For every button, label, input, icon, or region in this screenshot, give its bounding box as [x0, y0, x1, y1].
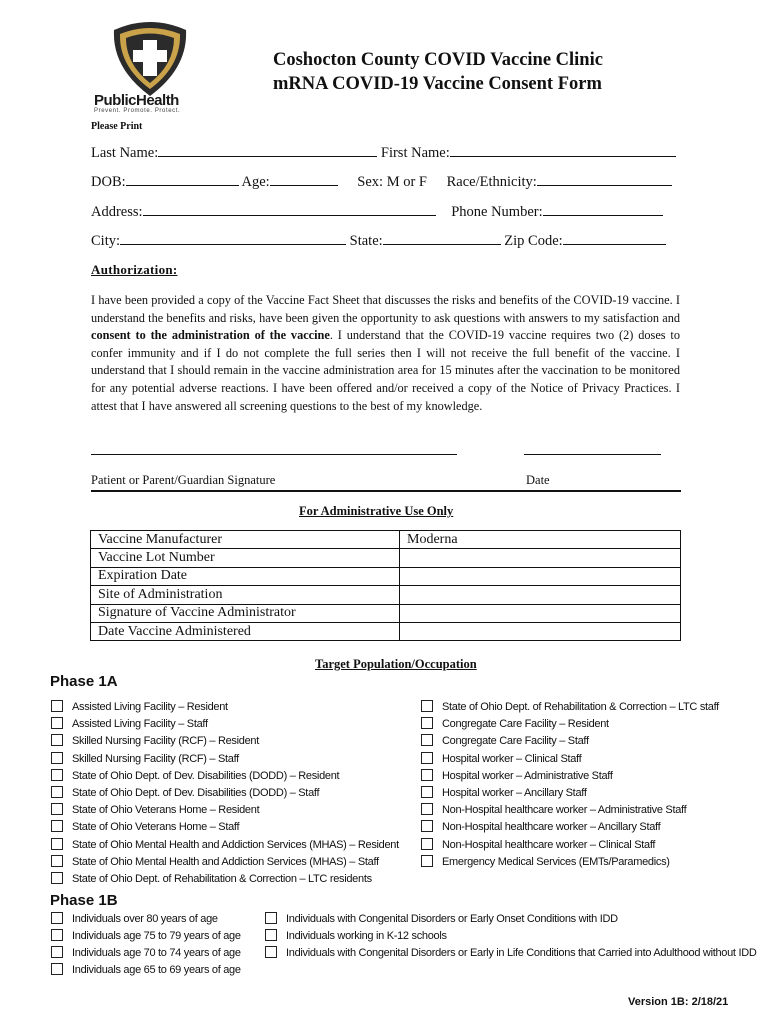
first-name-label: First Name: [380, 145, 450, 161]
authorization-text-part-1: I have been provided a copy of the Vaccine Fact Sheet that discusses the risks and benefits of the COVID-19 vaccine. I understand the benefits and risks, have been given the opportunity to ask questions with answers to my satisfaction and [91, 293, 680, 325]
checkbox-label: Congregate Care Facility – Resident [442, 718, 609, 731]
dob-field[interactable] [126, 173, 239, 186]
checkbox-option[interactable] [265, 912, 618, 925]
checkbox-label: State of Ohio Veterans Home – Staff [72, 821, 240, 834]
checkbox[interactable] [51, 872, 63, 884]
zip-field[interactable] [563, 232, 666, 245]
checkbox-label: State of Ohio Mental Health and Addiction Services (MHAS) – Resident [72, 838, 399, 851]
checkbox[interactable] [421, 700, 433, 712]
checkbox-option[interactable] [51, 838, 399, 851]
admin-row [91, 622, 681, 640]
checkbox-option[interactable] [51, 872, 372, 885]
please-print-note: Please Print [91, 121, 143, 132]
checkbox-option[interactable] [421, 752, 581, 765]
authorization-heading: Authorization: [91, 262, 178, 277]
phone-field[interactable] [543, 203, 663, 216]
checkbox[interactable] [51, 838, 63, 850]
last-name-field[interactable] [158, 144, 377, 157]
race-field[interactable] [537, 173, 672, 186]
checkbox-option[interactable] [421, 786, 587, 799]
race-label: Race/Ethnicity: [446, 174, 537, 190]
state-label: State: [349, 233, 383, 249]
form-title [273, 48, 603, 96]
admin-row-label: Vaccine Manufacturer [91, 531, 400, 549]
checkbox-label: Hospital worker – Clinical Staff [442, 752, 582, 765]
date-label: Date [526, 473, 550, 487]
checkbox-label: State of Ohio Dept. of Rehabilitation & Correction – LTC residents [72, 873, 372, 885]
checkbox[interactable] [51, 855, 63, 867]
logo-wordmark: PublicHealth [94, 92, 179, 109]
version-label: Version 1B: 2/18/21 [628, 996, 729, 1008]
checkbox-label: Non-Hospital healthcare worker – Ancillary Staff [442, 821, 661, 834]
checkbox-option[interactable] [421, 734, 589, 747]
target-population-heading: Target Population/Occupation [315, 657, 477, 671]
admin-row-label: Expiration Date [91, 567, 400, 585]
title-line-1: Coshocton County COVID Vaccine Clinic [273, 50, 603, 70]
date-line[interactable] [524, 454, 661, 455]
admin-row-label: Signature of Vaccine Administrator [91, 604, 400, 622]
checkbox-label: Non-Hospital healthcare worker – Administrative Staff [442, 804, 687, 817]
checkbox[interactable] [421, 734, 433, 746]
authorization-consent-bold: consent to the administration of the vaccine [91, 328, 330, 343]
checkbox-option[interactable] [265, 929, 447, 942]
checkbox[interactable] [421, 820, 433, 832]
checkbox-label: Individuals working in K-12 schools [286, 930, 447, 942]
checkbox-label: Skilled Nursing Facility (RCF) – Resident [72, 735, 259, 748]
city-row [91, 232, 666, 250]
checkbox-label: Congregate Care Facility – Staff [442, 735, 589, 748]
checkbox[interactable] [421, 717, 433, 729]
admin-row [91, 531, 681, 549]
admin-row-label: Vaccine Lot Number [91, 549, 400, 567]
checkbox[interactable] [51, 946, 63, 958]
checkbox-label: State of Ohio Mental Health and Addiction Services (MHAS) – Staff [72, 855, 379, 868]
checkbox-label: State of Ohio Dept. of Dev. Disabilities (DODD) – Staff [72, 787, 320, 799]
name-row [91, 144, 676, 162]
admin-row-value[interactable] [400, 622, 681, 640]
first-name-field[interactable] [450, 144, 676, 157]
dob-row [91, 173, 672, 191]
admin-row [91, 586, 681, 604]
checkbox[interactable] [51, 700, 63, 712]
checkbox-option[interactable] [51, 700, 228, 713]
checkbox[interactable] [51, 912, 63, 924]
checkbox[interactable] [421, 803, 433, 815]
admin-row [91, 549, 681, 567]
checkbox[interactable] [51, 929, 63, 941]
admin-heading: For Administrative Use Only [299, 504, 454, 518]
checkbox-label: Assisted Living Facility – Resident [72, 701, 228, 713]
checkbox-label: Individuals with Congenital Disorders or Early Onset Conditions with IDD [286, 913, 618, 925]
checkbox-option[interactable] [51, 752, 239, 765]
checkbox-label: Non-Hospital healthcare worker – Clinical Staff [442, 838, 656, 851]
phase-1a-heading: Phase 1A [50, 673, 118, 690]
checkbox-label: Hospital worker – Administrative Staff [442, 769, 613, 782]
checkbox-option[interactable] [51, 803, 259, 816]
admin-row-value[interactable] [400, 567, 681, 585]
checkbox-label: Hospital worker – Ancillary Staff [442, 787, 587, 799]
checkbox[interactable] [421, 786, 433, 798]
last-name-label: Last Name: [91, 145, 159, 161]
checkbox-label: State of Ohio Dept. of Rehabilitation & Correction – LTC staff [442, 701, 719, 713]
city-field[interactable] [120, 232, 346, 245]
checkbox[interactable] [51, 820, 63, 832]
title-line-2: mRNA COVID-19 Vaccine Consent Form [273, 74, 602, 94]
checkbox-option[interactable] [51, 929, 241, 942]
checkbox[interactable] [51, 786, 63, 798]
checkbox[interactable] [421, 838, 433, 850]
checkbox-option[interactable] [51, 963, 241, 976]
address-label: Address: [91, 204, 143, 220]
checkbox[interactable] [421, 855, 433, 867]
dob-label: DOB: [91, 174, 126, 190]
admin-row-value[interactable] [400, 604, 681, 622]
checkbox-label: Individuals over 80 years of age [72, 913, 218, 925]
checkbox-option[interactable] [421, 838, 655, 851]
age-label: Age: [241, 174, 270, 190]
logo-tagline: Prevent. Promote. Protect. [94, 108, 181, 114]
section-divider [91, 490, 681, 492]
city-label: City: [91, 233, 121, 249]
checkbox[interactable] [51, 717, 63, 729]
checkbox-label: Emergency Medical Services (EMTs/Paramedics) [442, 855, 670, 868]
age-field[interactable] [270, 173, 338, 186]
admin-row-label: Date Vaccine Administered [91, 622, 400, 640]
checkbox-option[interactable] [51, 855, 379, 868]
checkbox-option[interactable] [51, 786, 319, 799]
checkbox[interactable] [51, 769, 63, 781]
checkbox[interactable] [51, 803, 63, 815]
checkbox-label: Skilled Nursing Facility (RCF) – Staff [72, 752, 239, 765]
checkbox-option[interactable] [51, 769, 339, 782]
zip-label: Zip Code: [504, 233, 563, 249]
checkbox-option[interactable] [421, 717, 609, 730]
address-field[interactable] [143, 203, 436, 216]
phone-label: Phone Number: [451, 204, 543, 220]
checkbox-label: Individuals age 75 to 79 years of age [72, 930, 241, 942]
address-row [91, 203, 663, 221]
checkbox[interactable] [51, 734, 63, 746]
signature-label: Patient or Parent/Guardian Signature [91, 473, 276, 487]
admin-row-label: Site of Administration [91, 586, 400, 604]
checkbox-option[interactable] [421, 700, 719, 713]
checkbox-option[interactable] [51, 912, 218, 925]
authorization-text [91, 292, 680, 415]
checkbox-option[interactable] [51, 946, 241, 959]
admin-table [90, 530, 681, 641]
admin-row-value[interactable] [400, 586, 681, 604]
checkbox-label: Assisted Living Facility – Staff [72, 718, 208, 731]
checkbox[interactable] [51, 752, 63, 764]
checkbox-option[interactable] [421, 803, 686, 816]
sex-label: Sex: M or F [357, 174, 427, 190]
checkbox[interactable] [265, 946, 277, 958]
admin-row-value[interactable]: Moderna [400, 531, 681, 549]
authorization-text-part-2: . I understand that the COVID-19 vaccine requires two (2) doses to confer immunity and if I do not complete the full series then I will not receive the full benefit of the vaccine. I understand that I should remain in the vaccine administration area for 15 minutes after the vaccination to be monitored for any potential adverse reactions. I have been offered and/or received a copy of the Notice of Privacy Practices. I attest that I have answered all screening questions to the best of my knowledge. [91, 328, 680, 413]
checkbox[interactable] [265, 929, 277, 941]
checkbox-option[interactable] [421, 855, 670, 868]
checkbox-option[interactable] [51, 717, 208, 730]
admin-row [91, 567, 681, 585]
checkbox-label: Individuals with Congenital Disorders or Early in Life Conditions that Carried into Adulthood without IDD [286, 947, 757, 959]
checkbox[interactable] [421, 752, 433, 764]
checkbox-label: State of Ohio Dept. of Dev. Disabilities (DODD) – Resident [72, 769, 340, 782]
checkbox-label: Individuals age 65 to 69 years of age [72, 964, 241, 976]
checkbox[interactable] [421, 769, 433, 781]
checkbox[interactable] [51, 963, 63, 975]
checkbox-option[interactable] [51, 734, 259, 747]
checkbox-label: Individuals age 70 to 74 years of age [72, 947, 241, 959]
checkbox-option[interactable] [421, 769, 613, 782]
signature-line[interactable] [91, 454, 457, 455]
checkbox[interactable] [265, 912, 277, 924]
checkbox-label: State of Ohio Veterans Home – Resident [72, 804, 260, 817]
state-field[interactable] [383, 232, 501, 245]
checkbox-option[interactable] [265, 946, 756, 959]
phase-1b-heading: Phase 1B [50, 892, 118, 909]
checkbox-option[interactable] [51, 820, 239, 833]
checkbox-option[interactable] [421, 820, 660, 833]
admin-row [91, 604, 681, 622]
admin-row-value[interactable] [400, 549, 681, 567]
